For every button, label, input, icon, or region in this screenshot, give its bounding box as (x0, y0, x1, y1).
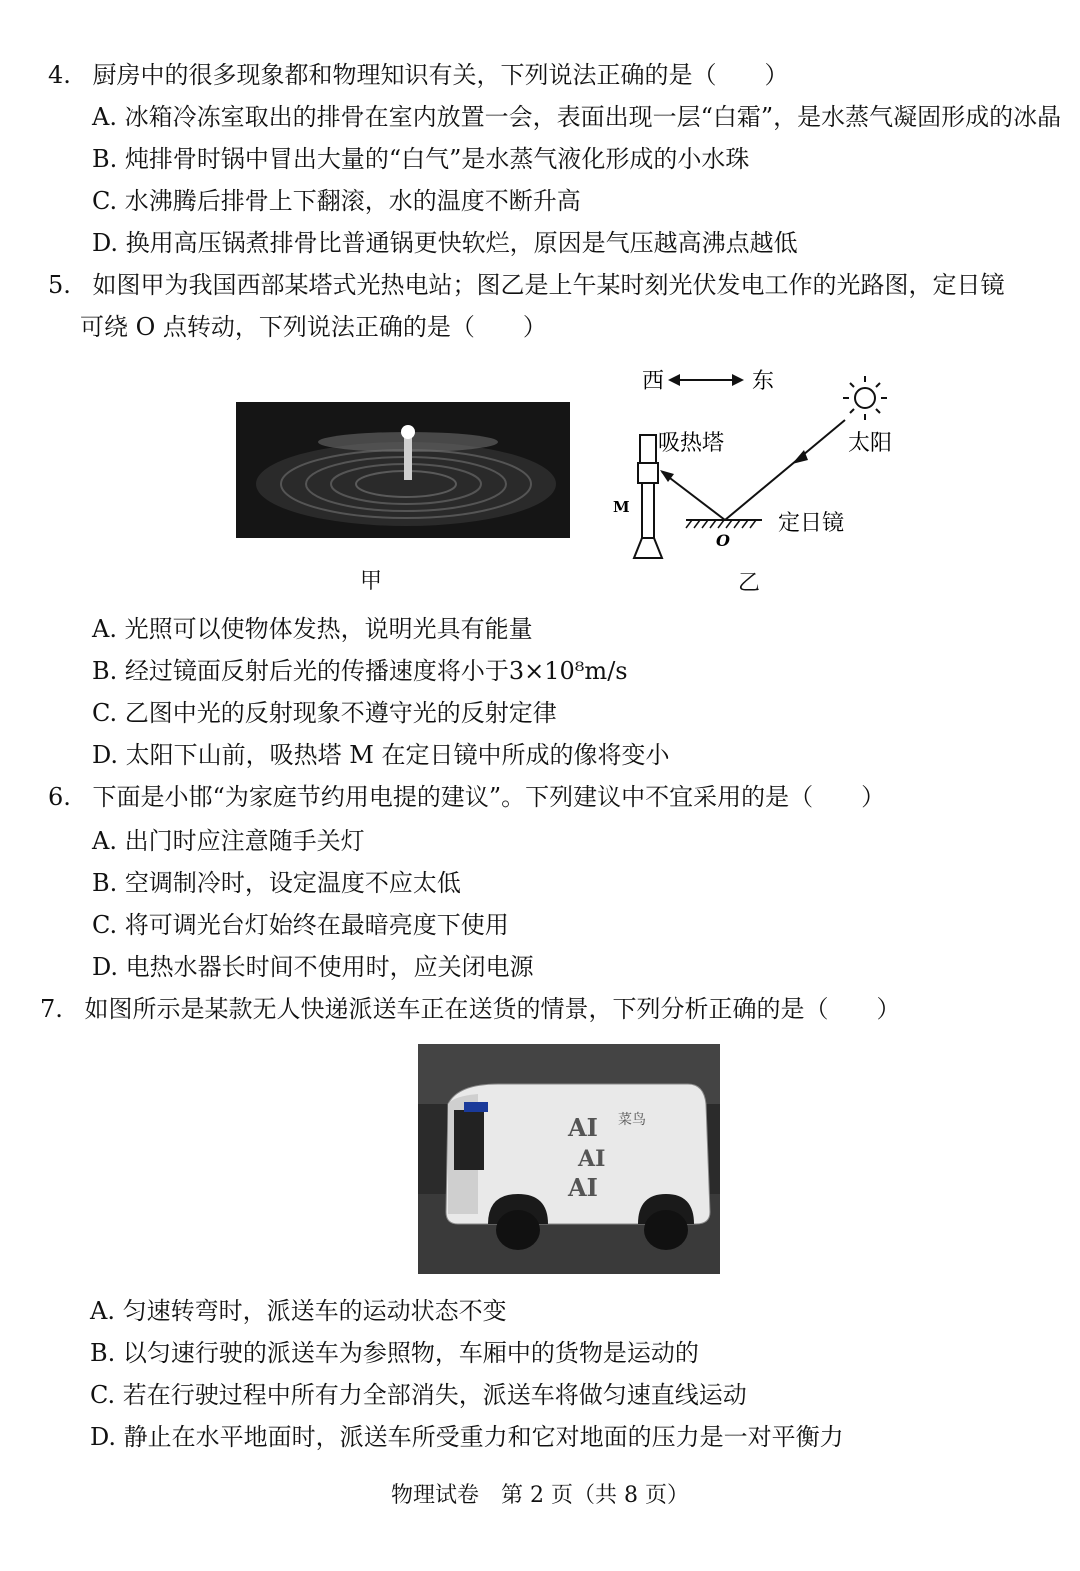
q6-option-b: B. 空调制冷时，设定温度不应太低 (92, 869, 461, 897)
solar-plant-photo (236, 402, 570, 538)
label-m: M (613, 498, 630, 516)
mirror-hatching (686, 520, 756, 528)
q5-option-a: A. 光照可以使物体发热，说明光具有能量 (92, 615, 533, 643)
q5-stem-2: 可绕 O 点转动，下列说法正确的是（ ） (80, 313, 547, 341)
q6-number: 6. (48, 783, 71, 811)
label-east: 东 (752, 369, 775, 394)
figure-b-caption: 乙 (738, 571, 761, 596)
arrow-west-icon (668, 374, 680, 386)
label-mirror: 定日镜 (778, 511, 845, 536)
arrow-east-icon (732, 374, 744, 386)
q5-number: 5. (48, 271, 71, 299)
q7-stem: 如图所示是某款无人快递派送车正在送货的情景，下列分析正确的是（ ） (84, 995, 901, 1023)
q5-option-b: B. 经过镜面反射后光的传播速度将小于3×10⁸m/s (92, 657, 628, 685)
q5-stem-line1 (48, 270, 1005, 300)
light-path-diagram (600, 360, 920, 595)
q6-option-a: A. 出门时应注意随手关灯 (92, 827, 365, 855)
label-sun: 太阳 (848, 431, 893, 456)
q6-stem-line (48, 782, 885, 812)
q6-option-d: D. 电热水器长时间不使用时，应关闭电源 (92, 953, 534, 981)
q4-stem-line (48, 60, 789, 90)
q7-option-c: C. 若在行驶过程中所有力全部消失，派送车将做匀速直线运动 (90, 1381, 747, 1409)
q4-stem: 厨房中的很多现象都和物理知识有关，下列说法正确的是（ ） (92, 61, 789, 89)
figure-a-caption: 甲 (360, 569, 383, 594)
q4-number: 4. (48, 61, 71, 89)
solar-plant-image (236, 402, 570, 538)
q5-stem-1: 如图甲为我国西部某塔式光热电站；图乙是上午某时刻光伏发电工作的光路图，定日镜 (92, 271, 1005, 299)
q4-option-b: B. 炖排骨时锅中冒出大量的“白气”是水蒸气液化形成的小水珠 (92, 145, 750, 173)
q5-option-c: C. 乙图中光的反射现象不遵守光的反射定律 (92, 699, 557, 727)
page-footer: 物理试卷 第 2 页（共 8 页） (391, 1483, 689, 1508)
q4-option-a: A. 冰箱冷冻室取出的排骨在室内放置一会，表面出现一层“白霜”，是水蒸气凝固形成的冰晶 (92, 103, 1062, 131)
q4-option-d: D. 换用高压锅煮排骨比普通锅更快软烂，原因是气压越高沸点越低 (92, 229, 798, 257)
vehicle-ai-text-3: AI (568, 1173, 598, 1202)
q6-option-c: C. 将可调光台灯始终在最暗亮度下使用 (92, 911, 509, 939)
q7-option-d: D. 静止在水平地面时，派送车所受重力和它对地面的压力是一对平衡力 (90, 1423, 844, 1451)
sun-icon (843, 376, 887, 420)
q7-stem-line (40, 994, 901, 1024)
label-o: O (716, 531, 730, 550)
q6-stem: 下面是小邯“为家庭节约用电提的建议”。下列建议中不宜采用的是（ ） (92, 783, 886, 811)
label-tower: 吸热塔 (658, 431, 725, 456)
vehicle-brand: 菜鸟 (618, 1112, 646, 1128)
q7-number: 7. (40, 995, 63, 1023)
delivery-vehicle-photo (418, 1044, 720, 1274)
q7-option-a: A. 匀速转弯时，派送车的运动状态不变 (90, 1297, 507, 1325)
q4-option-c: C. 水沸腾后排骨上下翻滚，水的温度不断升高 (92, 187, 581, 215)
delivery-vehicle-image (418, 1044, 720, 1274)
label-west: 西 (642, 369, 665, 394)
vehicle-ai-text-1: AI (568, 1113, 598, 1142)
q7-option-b: B. 以匀速行驶的派送车为参照物，车厢中的货物是运动的 (90, 1339, 699, 1367)
vehicle-ai-text-2: AI (578, 1146, 606, 1172)
q5-option-d: D. 太阳下山前，吸热塔 M 在定日镜中所成的像将变小 (92, 741, 670, 769)
